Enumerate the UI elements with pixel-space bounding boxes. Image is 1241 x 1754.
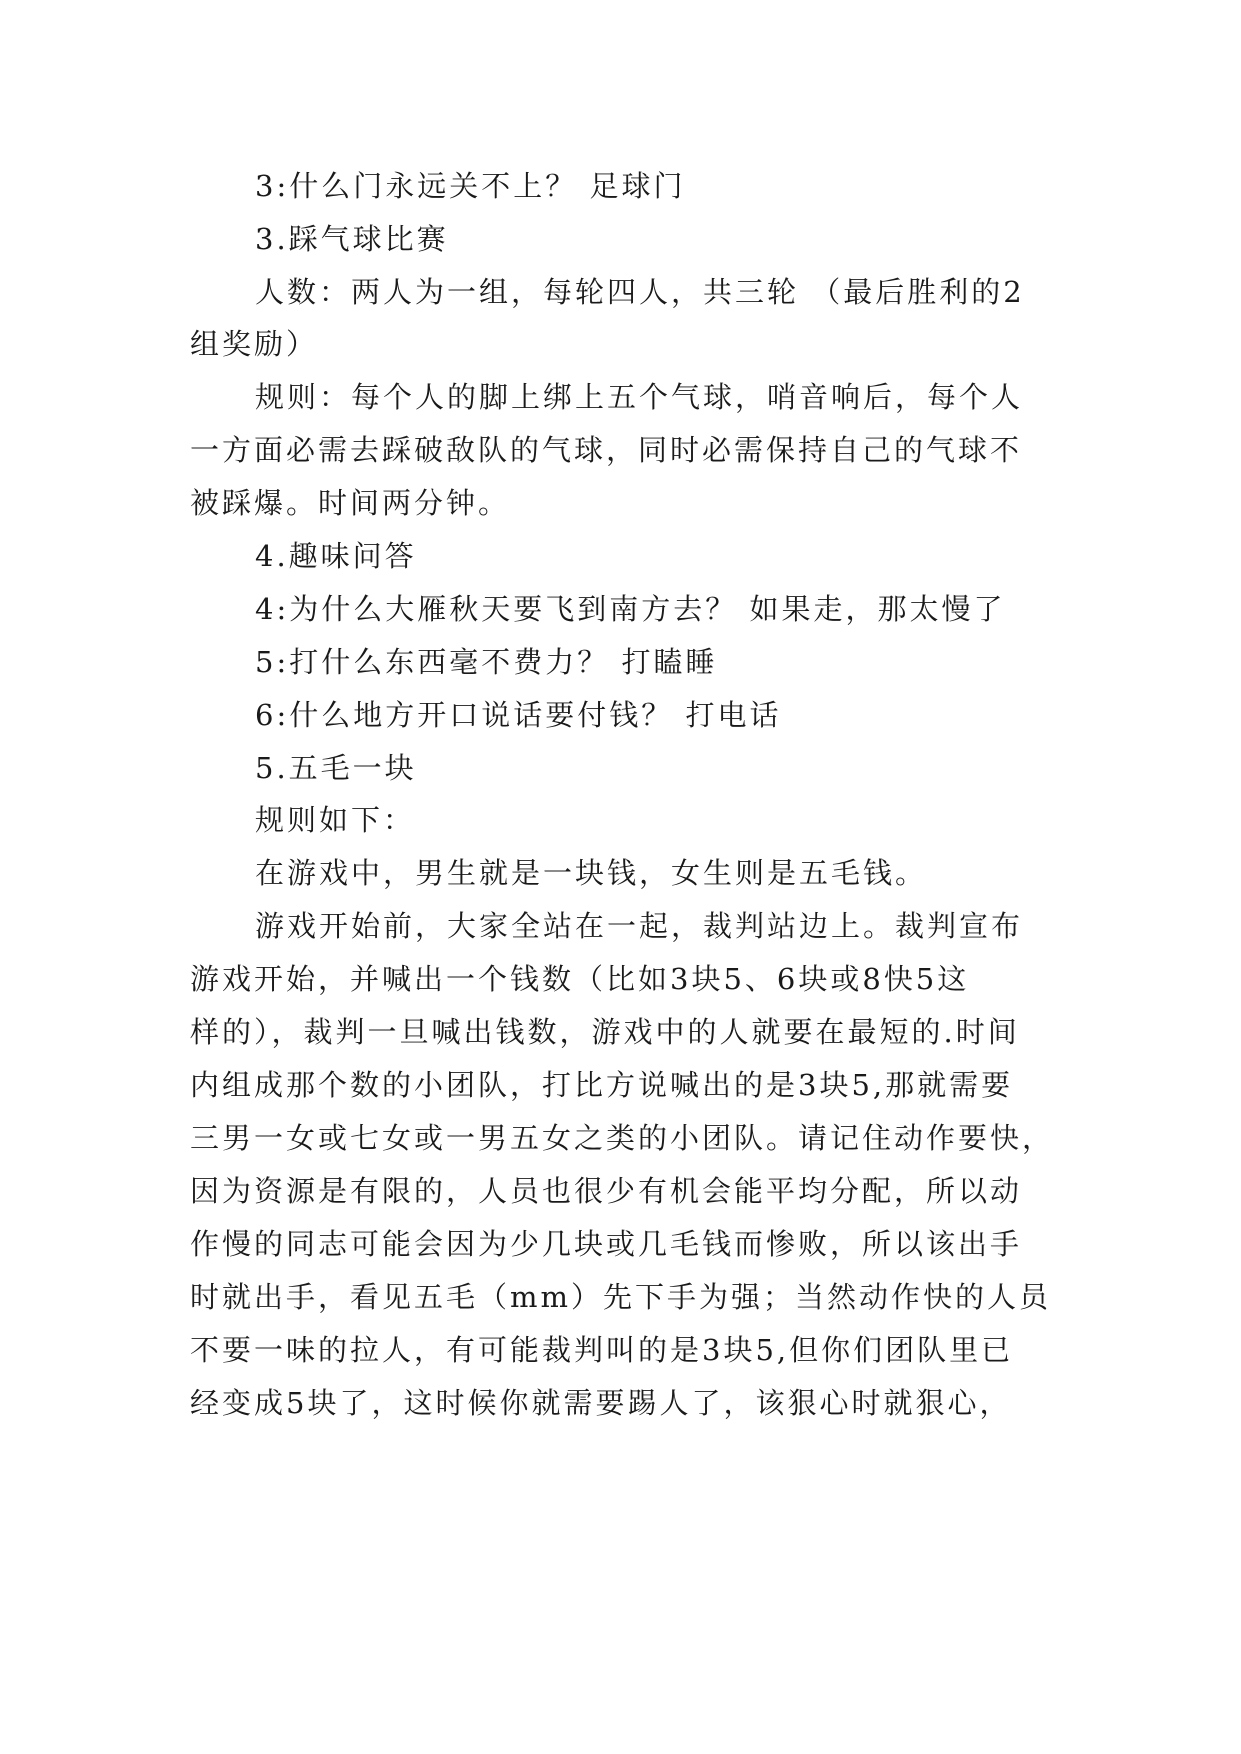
section-heading: 3.踩气球比赛 — [255, 222, 449, 256]
text-line: 因为资源是有限的，人员也很少有机会能平均分配，所以动 — [190, 1174, 1023, 1208]
text-line: 样的），裁判一旦喊出钱数，游戏中的人就要在最短的.时间 — [190, 1015, 1020, 1049]
text-line: 4:为什么大雁秋天要飞到南方去？ 如果走，那太慢了 — [255, 592, 1006, 626]
text-line: 5:打什么东西毫不费力？ 打瞌睡 — [255, 645, 718, 679]
text-line: 不要一味的拉人，有可能裁判叫的是3块5,但你们团队里已 — [190, 1333, 1014, 1367]
text-line: 规则：每个人的脚上绑上五个气球，哨音响后，每个人 — [255, 380, 1024, 414]
text-line: 游戏开始，并喊出一个钱数（比如3块5、6块或8快5这 — [190, 962, 970, 996]
text-line: 经变成5块了，这时候你就需要踢人了，该狠心时就狠心， — [190, 1386, 1012, 1420]
text-line: 6:什么地方开口说话要付钱？ 打电话 — [255, 698, 782, 732]
text-line: 一方面必需去踩破敌队的气球，同时必需保持自己的气球不 — [190, 433, 1023, 467]
text-line: 内组成那个数的小团队，打比方说喊出的是3块5,那就需要 — [190, 1068, 1014, 1102]
text-line: 被踩爆。时间两分钟。 — [190, 486, 511, 520]
text-line: 规则如下： — [255, 803, 416, 837]
section-heading: 4.趣味问答 — [255, 539, 417, 573]
text-line: 在游戏中，男生就是一块钱，女生则是五毛钱。 — [255, 856, 928, 890]
text-line: 游戏开始前，大家全站在一起，裁判站边上。裁判宣布 — [255, 909, 1024, 943]
text-line: 作慢的同志可能会因为少几块或几毛钱而惨败，所以该出手 — [190, 1227, 1023, 1261]
text-line: 3:什么门永远关不上？ 足球门 — [255, 169, 686, 203]
section-heading: 5.五毛一块 — [255, 751, 417, 785]
text-line: 时就出手，看见五毛（mm）先下手为强；当然动作快的人员 — [190, 1280, 1051, 1314]
text-line: 三男一女或七女或一男五女之类的小团队。请记住动作要快， — [190, 1121, 1055, 1155]
text-line: 组奖励） — [190, 327, 319, 361]
text-line: 人数：两人为一组，每轮四人，共三轮 （最后胜利的2 — [255, 275, 1025, 309]
